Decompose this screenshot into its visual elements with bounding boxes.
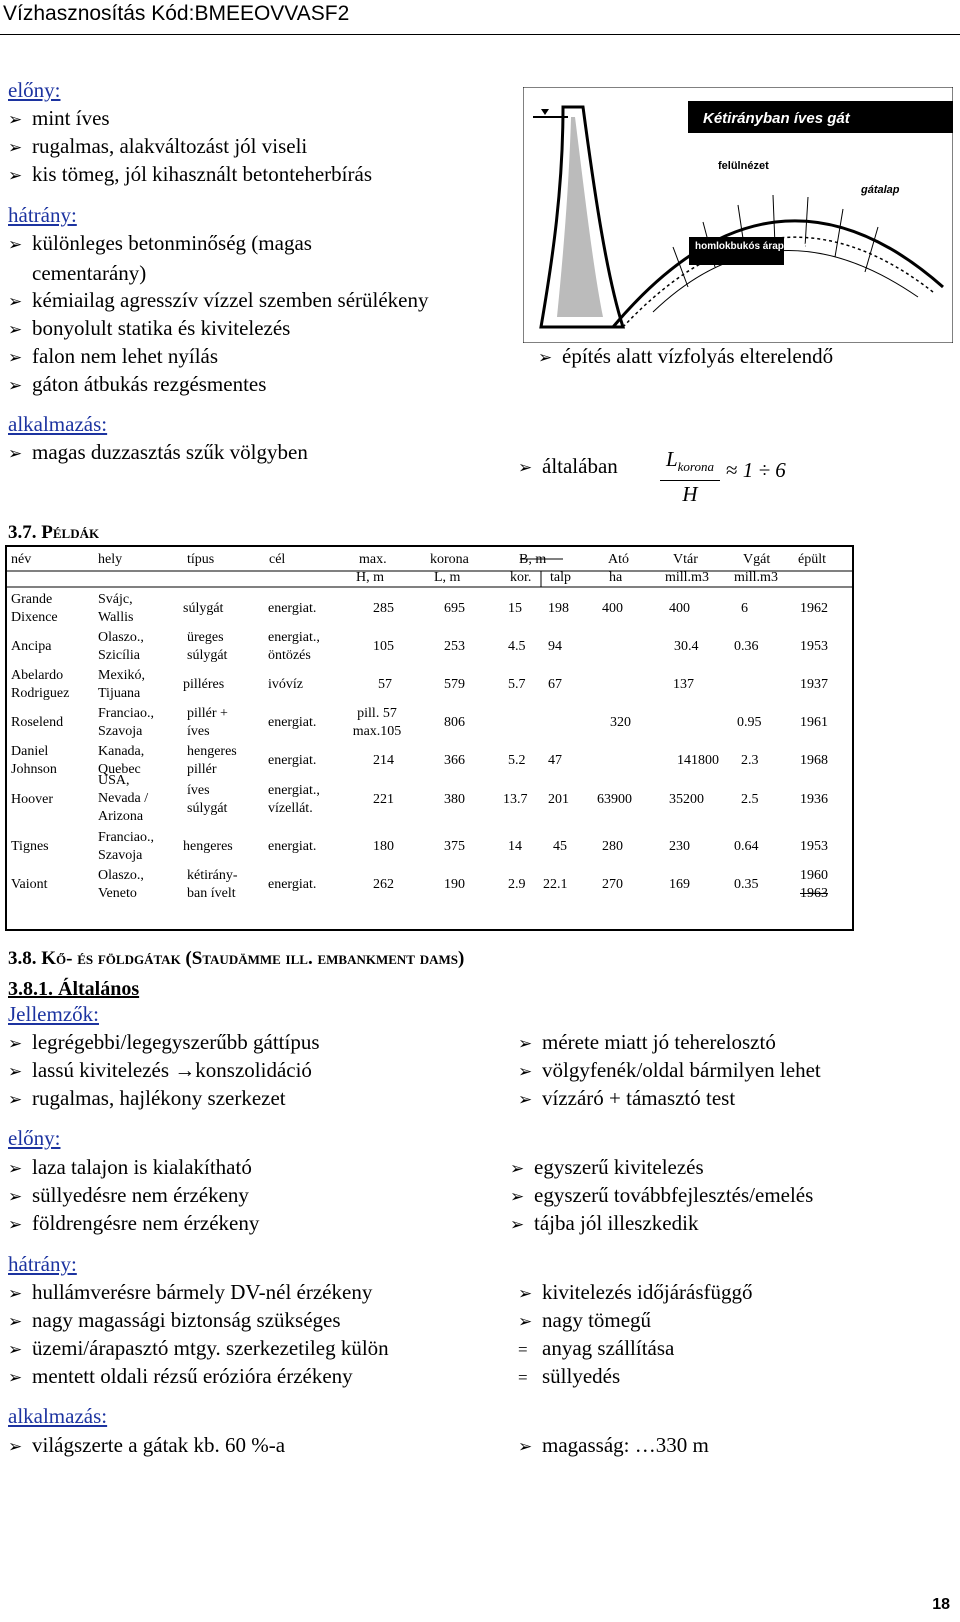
list-item: ➢ földrengésre nem érzékeny — [8, 1209, 259, 1239]
arrow-bullet-icon: ➢ — [8, 1187, 23, 1206]
list-item: ➢ tájba jól illeszkedik — [510, 1209, 698, 1239]
figure-title: Kétirányban íves gát — [703, 110, 850, 127]
page-header — [0, 0, 960, 35]
list-item: ➢ bonyolult statika és kivitelezés — [8, 314, 290, 344]
arrow-bullet-icon: ➢ — [8, 166, 23, 185]
arrow-bullet-icon: ➢ — [510, 1159, 525, 1178]
hatrany-label-2: hátrány: — [8, 1252, 77, 1276]
section-3-7-heading: 3.7. Példák — [8, 522, 100, 543]
section-3-8-heading: 3.8. Kő- és földgátak (Staudämme ill. embankment dams) — [8, 948, 465, 969]
list-item: ➢ magasság: …330 m — [518, 1431, 709, 1461]
list-item: ➢ egyszerű kivitelezés — [510, 1153, 704, 1183]
list-item: ➢ egyszerű továbbfejlesztés/emelés — [510, 1181, 813, 1211]
list-item: ➢ üzemi/árapasztó mtgy. szerkezetileg külön — [8, 1334, 389, 1364]
formula-range: ≈ 1 ÷ 6 — [726, 458, 786, 482]
figure-label-arapaszto: homlokbukós árapasztó — [695, 241, 810, 252]
list-item: ➢ kivitelezés időjárásfüggő — [518, 1278, 753, 1308]
arrow-bullet-icon: ➢ — [8, 1034, 23, 1053]
section-3-8-1-heading: 3.8.1. Általános — [8, 978, 140, 1000]
list-item: = süllyedés — [518, 1362, 620, 1392]
list-item: ➢ kémiailag agresszív vízzel szemben sérülékeny — [8, 286, 429, 316]
arrow-bullet-icon: ➢ — [8, 348, 23, 367]
formula-fraction: $L_{korona}$ H — [660, 448, 720, 505]
hatrany-label: hátrány: — [8, 203, 77, 227]
arrow-bullet-icon: ➢ — [8, 1090, 23, 1109]
arrow-bullet-icon: ➢ — [518, 458, 533, 477]
elony-label-2: előny: — [8, 1126, 61, 1150]
list-item: ➢ különleges betonminőség (magas cementarány) — [8, 231, 312, 285]
arrow-bullet-icon: ➢ — [538, 348, 553, 367]
list-item: = anyag szállítása — [518, 1334, 674, 1364]
alkalmazas-label-2: alkalmazás: — [8, 1404, 108, 1428]
list-item: ➢ építés alatt vízfolyás elterelendő — [538, 342, 833, 372]
list-item: ➢ vízzáró + támasztó test — [518, 1084, 735, 1114]
list-item: ➢ süllyedésre nem érzékeny — [8, 1181, 249, 1211]
arrow-bullet-icon: ➢ — [8, 1368, 23, 1387]
list-item: ➢ falon nem lehet nyílás — [8, 342, 218, 372]
arrow-bullet-icon: ➢ — [8, 320, 23, 339]
arrow-bullet-icon: ➢ — [510, 1215, 525, 1234]
list-item: ➢ magas duzzasztás szűk völgyben — [8, 438, 308, 468]
list-item: ➢ lassú kivitelezés →konszolidáció — [8, 1056, 312, 1086]
arrow-bullet-icon: ➢ — [8, 1312, 23, 1331]
figure-label-gatalap: gátalap — [861, 184, 900, 196]
arrow-bullet-icon: ➢ — [8, 444, 23, 463]
list-item: ➢ legrégebbi/legegyszerűbb gáttípus — [8, 1028, 320, 1058]
arrow-bullet-icon: ➢ — [8, 1284, 23, 1303]
arrow-bullet-icon: ➢ — [8, 1062, 23, 1081]
arrow-bullet-icon: ➢ — [8, 1215, 23, 1234]
list-item: ➢ mint íves — [8, 104, 110, 134]
dam-examples-table: név hely típus cél max. H, m korona L, m B, m kor. talp Ató ha Vtár mill.m3 Vgát mill.m3 épült Grande Dixence Svájc, Wallis súlygát energiat. 285 695 15 198 400 400 6 1962 Ancipa Olaszo., Szicília üreges súlygát energiat., öntözés 105 253 4.5 94 30.4 0.36 1953 Abelardo Rodriguez Mexikó, Tijuana pilléres ivóvíz 57 579 5.7 67 137 1937 Roselend Franciao., Szavoja pillér + íves energiat. pill. 57 max.105 806 320 0.95 1961 Daniel Johnson Kanada, Quebec hengeres pillér energiat. 214 366 5.2 47 141800 2.3 1968 Hoover USA, Nevada / Arizona íves súlygát energiat., vízellát. 221 380 13.7 201 63900 35200 2.5 1936 Tignes Franciao., Szavoja hengeres energiat. 180 375 14 45 280 230 0.64 1953 Vaiont Olaszo., Veneto kétirány-ban ívelt energiat. 262 190 2.9 22.1 270 169 0.35 1960 1963 — [5, 545, 854, 931]
dam-figure — [523, 87, 953, 343]
list-item: ➢ rugalmas, alakváltozást jól viseli — [8, 132, 307, 162]
figure-label-felulnezet: felülnézet — [718, 160, 769, 172]
list-item: ➢ általában — [518, 452, 618, 482]
list-item: ➢ laza talajon is kialakítható — [8, 1153, 252, 1183]
equals-bullet: = — [518, 1340, 528, 1359]
arrow-bullet-icon: ➢ — [518, 1090, 533, 1109]
arrow-bullet-icon: ➢ — [510, 1187, 525, 1206]
arrow-bullet-icon: ➢ — [518, 1284, 533, 1303]
arrow-bullet-icon: ➢ — [8, 110, 23, 129]
arrow-bullet-icon: ➢ — [8, 292, 23, 311]
arrow-bullet-icon: ➢ — [8, 1340, 23, 1359]
page-number: 18 — [932, 1596, 950, 1613]
list-item: ➢ rugalmas, hajlékony szerkezet — [8, 1084, 286, 1114]
header-text: Vízhasznosítás Kód:BMEEOVVASF2 — [3, 2, 350, 25]
arrow-bullet-icon: ➢ — [8, 376, 23, 395]
arrow-bullet-icon: ➢ — [518, 1034, 533, 1053]
arrow-bullet-icon: ➢ — [8, 138, 23, 157]
list-item: ➢ hullámverésre bármely DV-nél érzékeny — [8, 1278, 372, 1308]
list-item: ➢ kis tömeg, jól kihasznált betonteherbírás — [8, 160, 372, 190]
list-item: ➢ mérete miatt jó teherelosztó — [518, 1028, 776, 1058]
arrow-bullet-icon: ➢ — [518, 1312, 533, 1331]
list-item: ➢ nagy tömegű — [518, 1306, 651, 1336]
list-item: ➢ mentett oldali rézsű erózióra érzékeny — [8, 1362, 353, 1392]
list-item: ➢ nagy magassági biztonság szükséges — [8, 1306, 341, 1336]
jellemzok-label: Jellemzők: — [8, 1002, 99, 1026]
arrow-bullet-icon: ➢ — [518, 1437, 533, 1456]
list-item: ➢ gáton átbukás rezgésmentes — [8, 370, 266, 400]
alkalmazas-label: alkalmazás: — [8, 412, 108, 436]
equals-bullet: = — [518, 1368, 528, 1387]
arrow-bullet-icon: ➢ — [8, 1437, 23, 1456]
arrow-bullet-icon: ➢ — [8, 235, 23, 254]
arrow-bullet-icon: ➢ — [8, 1159, 23, 1178]
list-item: ➢ völgyfenék/oldal bármilyen lehet — [518, 1056, 821, 1086]
list-item: ➢ világszerte a gátak kb. 60 %-a — [8, 1431, 285, 1461]
elony-label: előny: — [8, 78, 61, 102]
arrow-bullet-icon: ➢ — [518, 1062, 533, 1081]
